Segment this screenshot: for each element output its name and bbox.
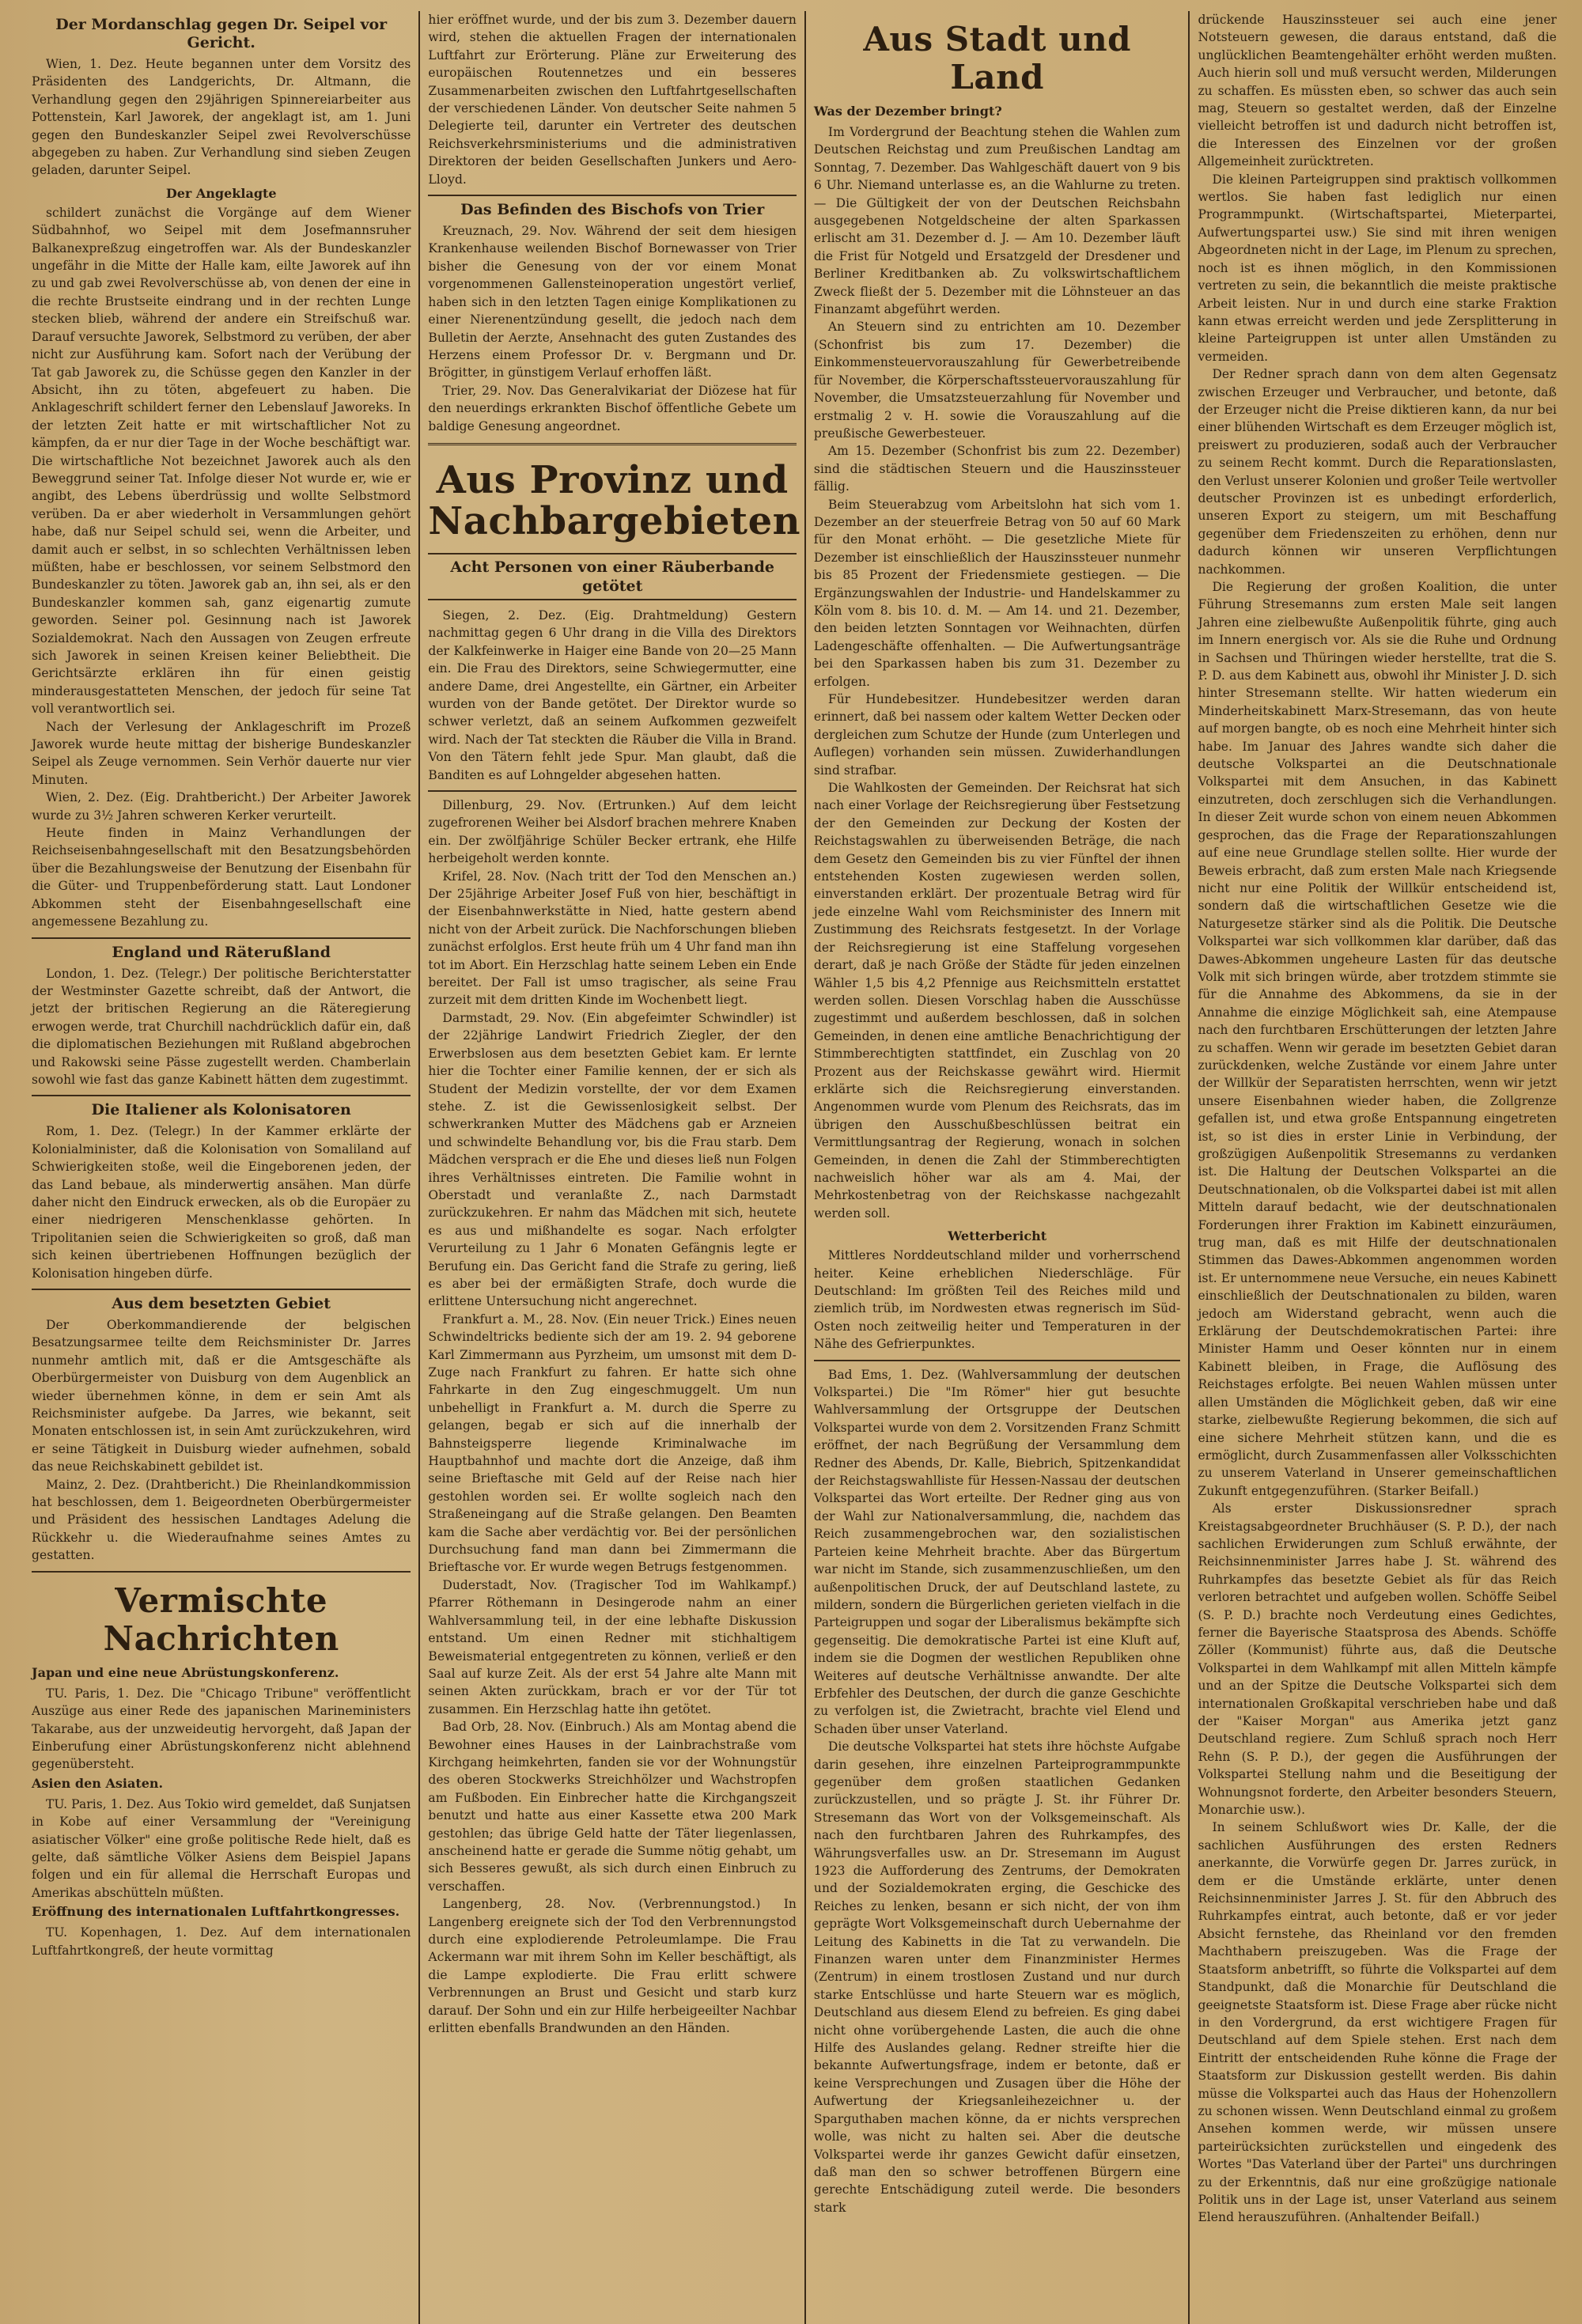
article-headline: Das Befinden des Bischofs von Trier [460, 201, 765, 219]
article-paragraph: Langenberg, 28. Nov. (Verbrennungstod.) In Langenberg ereignete sich der Tod den Verbrennungstod durch eine explodierende Petroleumlampe. Die Frau Ackermann war mit ihrem Sohn im Keller beschäftigt, als die Lampe explodierte. Die Frau erlitt schwere Verbrennungen an Brust und Gesicht und starb kurz darauf. Der Sohn und ein zur Hilfe herbeigeeilter Nachbar erlitten ebenfalls Brandwunden an den Händen. [428, 1897, 797, 2036]
double-divider [428, 443, 797, 445]
divider [32, 1289, 411, 1290]
section-heading: Vermischte Nachrichten [103, 1580, 339, 1658]
article-paragraph: TU. Paris, 1. Dez. Aus Tokio wird gemeldet, daß Sunjatsen in Kobe auf einer Versammlung der "Vereinigung asiatischer Völker" eine große politische Rede hielt, daß es gelte, daß sämtliche Völker Asiens dem Beispiel Japans folgen und ein für allemal die Herrschaft Europas und Amerikas abschütteln müßten. [32, 1796, 411, 1900]
divider [32, 1095, 411, 1096]
article-paragraph: Der Oberkommandierende der belgischen Besatzungsarmee teilte dem Reichsminister Dr. Jarres nunmehr amtlich mit, daß er die Amtsgeschäfte als Oberbürgermeister von Duisburg von dem Augenblick an wieder übernehmen könne, in dem er sein Amt als Reichsminister aufgebe. Da Jarres, wie bekannt, seit Monaten entschlossen ist, in sein Amt zurückzukehren, wird er seine Tätigkeit in Duisburg wieder aufnehmen, sobald das neue Reichskabinett gebildet ist. [32, 1318, 411, 1474]
article-paragraph: TU. Kopenhagen, 1. Dez. Auf dem internationalen Luftfahrtkongreß, der heute vormittag [32, 1925, 411, 1958]
column-3 [804, 11, 1189, 2324]
article-paragraph: Bad Orb, 28. Nov. (Einbruch.) Als am Montag abend die Bewohner eines Hauses in der Lainbrachstraße vom Kirchgang heimkehrten, fanden sie vor der Wohnungstür des oberen Stockwerks Streichhölzer und Wachstropfen am Fußboden. Ein Einbrecher hatte die Kirchgangszeit benutzt und hatte aus einer Kassette etwa 200 Mark gestohlen; das übrige Geld hatte der Täter liegenlassen, anscheinend hatte er gerade die Summe nötig gehabt, um sich Besseres gewußt, als sich durch einen Einbruch zu verschaffen. [428, 1720, 797, 1894]
divider [428, 790, 797, 792]
column-4 [1188, 11, 1565, 2324]
article-paragraph: Nach der Verlesung der Anklageschrift im Prozeß Jaworek wurde heute mittag der bisherige Bundeskanzler Seipel als Zeuge vernommen. Sein Verhör dauerte nur vier Minuten. [32, 719, 411, 787]
article-paragraph: Als erster Diskussionsredner sprach Kreistagsabgeordneter Bruchhäuser (S. P. D.), der nach sachlichen Erwiderungen zum Schluß erwähnte, der Reichsinnenminister Jarres habe J. St. während des Ruhrkampfes das besetzte Gebiet als für das Reich verloren betrachtet und aufgeben wollen. Schöffe Seibel (S. P. D.) brachte noch Verdeutung eines Gedichtes, ferner die Bayerische Staatsprosa des Abends. Schöffe Zöller (Kommunist) führte aus, daß die Deutsche Volkspartei in dem Wahlkampf mit allen Mitteln kämpfe und an der Spitze die Deutsche Volkspartei sich dem internationalen Großkapital verschrieben habe und daß der "Kaiser Morgan" aus Amerika jetzt ganz Deutschland regiere. Zum Schluß sprach noch Herr Rehn (S. P. D.), der gegen die Ausführungen der Volkspartei Stellung nahm und die Beseitigung der Wohnungsnot forderte, den Arbeiter besonders Steuern, Monarchie usw.). [1198, 1501, 1557, 1818]
article-paragraph: London, 1. Dez. (Telegr.) Der politische Berichterstatter der Westminster Gazette schreibt, daß der Antwort, die jetzt der britischen Regierung an die Räteregierung erwogen werde, trat Churchill nachdrücklich dafür ein, daß die diplomatischen Beziehungen mit Rußland abgebrochen und Rakowski seine Pässe zugestellt werden. Chamberlain sowohl wie fast das ganze Kabinett hätten dem zugestimmt. [32, 966, 411, 1087]
column-1 [24, 11, 418, 2324]
article-headline: Aus dem besetzten Gebiet [112, 1295, 331, 1312]
article-paragraph: Bad Ems, 1. Dez. (Wahlversammlung der deutschen Volkspartei.) Die "Im Römer" hier gut besuchte Wahlversammlung der Ortsgruppe der Deutschen Volkspartei wurde von dem 2. Vorsitzenden Franz Schmitt eröffnet, der nach Begrüßung der Versammlung dem Redner des Abends, Dr. Kalle, Biebrich, Spitzenkandidat der Reichstagswahlliste für Hessen-Nassau der deutschen Volkspartei das Wort erteilte. Der Redner ging aus von der Wahl zur Nationalversammlung, die, nachdem das Reich zusammengebrochen war, den sozialistischen Parteien keine Mehrheit brachte. Aber das Bürgertum war nicht im Stande, sich zusammenzuschließen, um den außenpolitischen Druck, der auf Deutschland lastete, zu mildern, sondern die Bürgerlichen gerieten vielfach in die Parteigruppen und sogar der Liberalismus bekämpfte sich gegenseitig. Die demokratische Partei ist eine Kluft auf, indem sie die Dogmen der westlichen Republiken ohne Weiteres auf deutsche Verhältnisse anwandte. Der alte Erbfehler des Deutschen, der durch die ganze Geschichte zu verfolgen ist, die Zwietracht, brachte viel Elend und Schaden über unser Vaterland. [813, 1367, 1181, 1736]
divider [32, 1571, 411, 1573]
section-heading: Aus Stadt und Land [863, 20, 1132, 97]
article-paragraph: Rom, 1. Dez. (Telegr.) In der Kammer erklärte der Kolonialminister, daß die Kolonisation von Somaliland auf Schwierigkeiten stoße, weil die Eingeborenen jeden, der das Land bebaue, als minderwertig ansähen. Man dürfe daher nicht den Eindruck erwecken, als ob die Europäer zu einer niedrigeren Menschenklasse gehörten. In Tripolitanien seien die Schwierigkeiten so groß, daß man sich keinen übertriebenen Hoffnungen bezüglich der Kolonisation hingeben dürfe. [32, 1124, 411, 1281]
article-paragraph: Wien, 1. Dez. Heute begannen unter dem Vorsitz des Präsidenten des Landgerichts, Dr. Altmann, die Verhandlung gegen den 29jährigen Spinnereiarbeiter aus Pottenstein, Karl Jaworek, der angeklagt ist, am 1. Juni gegen den Bundeskanzler Seipel zwei Revolverschüsse abgegeben zu haben. Zur Verhandlung sind sieben Zeugen geladen, darunter Seipel. [32, 57, 411, 178]
article-paragraph: hier eröffnet wurde, und der bis zum 3. Dezember dauern wird, stehen die aktuellen Fragen der internationalen Luftfahrt zur Erörterung. Pläne zur Erweiterung des europäischen Routennetzes und ein besseres Zusammenarbeiten zwischen den Luftfahrtgesellschaften der verschiedenen Länder. Von deutscher Seite nahmen 5 Delegierte teil, darunter ein Vertreter des deutschen Reichsverkehrsministeriums und die administrativen Direktoren der beiden Gesellschaften Junkers und Aero-Lloyd. [428, 13, 797, 187]
article-paragraph: In seinem Schlußwort wies Dr. Kalle, der die sachlichen Ausführungen des ersten Redners anerkannte, die Vorwürfe gegen Dr. Jarres zurück, in dem er die Umstände erklärte, unter denen Reichsinnenminister Jarres J. St. für den Abbruch des Ruhrkampfes eintrat, auch betonte, daß er vor jeder Absicht fernstehe, das Rheinland vor den fremden Machthabern preiszugeben. Was die Frage der Staatsform anbetrifft, so führte die Volkspartei auf dem Standpunkt, daß die Monarchie für Deutschland die geeignetste Staatsform ist. Diese Frage aber rücke nicht in den Vordergrund, da erst wichtigere Fragen für Deutschland auf dem Spiele stehen. Erst nach dem Eintritt der entscheidenden Ruhe könne die Frage der Staatsform zur Diskussion gestellt werden. Bis dahin müsse die Volkspartei auch das Haus der Hohenzollern zu schonen wissen. Wenn Deutschland einmal zu großem Ansehen kommen werde, wir müssen unsere parteirücksichten zurückstellen und eingedenk des Wortes "Das Vaterland über der Partei" uns durchringen zu der Erkenntnis, daß nur eine großzügige nationale Politik uns in der Lage ist, unser Vaterland aus seinem Elend herauszuführen. (Anhaltender Beifall.) [1198, 1820, 1557, 2225]
article-paragraph: Der Redner sprach dann von dem alten Gegensatz zwischen Erzeuger und Verbraucher, und betonte, daß der Erzeuger nicht die Preise diktieren kann, da nur bei einer blühenden Wirtschaft es dem Erzeuger möglich ist, preiswert zu produzieren, sodaß auch der Verbraucher zu seinem Recht kommt. Durch die Reparationslasten, den Verlust unserer Kolonien und großer Teile wertvoller deutscher Provinzen ist es unbedingt erforderlich, unseren Export zu steigern, um mit Beschaffung gegenüber dem Friedenszeiten zu erhöhen, denn nur dadurch können wir unseren Verpflichtungen nachkommen. [1198, 367, 1557, 577]
article-paragraph: schildert zunächst die Vorgänge auf dem Wiener Südbahnhof, wo Seipel mit dem Josefmannsruher Balkanexpreßzug eingetroffen war. Als der Bundeskanzler ungefähr in die Mitte der Halle kam, eilte Jaworek auf ihn zu und gab zwei Revolverschüsse ab, von denen der eine in die rechte Brustseite eindrang und in der rechten Lunge stecken blieb, während der andere ein Streifschuß war. Darauf versuchte Jaworek, Selbstmord zu verüben, der aber nicht zur Ausführung kam. Sofort nach der Verübung der Tat gab Jaworek zu, die Schüsse gegen den Kanzler in der Absicht, ihn zu töten, abgefeuert zu haben. Die Anklageschrift schildert ferner den Lebenslauf Jaworeks. In der letzten Zeit hatte er mit wirtschaftlicher Not zu kämpfen, da er nur dier Tage in der Woche beschäftigt war. Die wirtschaftliche Not bezeichnet Jaworek auch als den Beweggrund seiner Tat. Infolge dieser Not wurde er, wie er angibt, des Lebens überdrüssig und wollte Selbstmord verüben. Da er aber wiederholt in Versammlungen gehört habe, daß nur Seipel schuld sei, wenn die Arbeiter, und damit auch er selbst, in so schlechten Verhältnissen leben müßten, habe er beschlossen, vor seinem Selbstmord den Bundeskanzler zu töten. Jaworek gab an, ihn sei, als er den Bundeskanzler kommen sah, ganz eigenartig zumute geworden. Seiner pol. Gesinnung nach ist Jaworek Sozialdemokrat. Nach den Aussagen von Zeugen erfreute sich Jaworek in seinen Kreisen keiner Beliebtheit. Die Gerichtsärzte erklären ihn für einen geistig minderausgestatteten Menschen, der jedoch für seine Tat voll verantwortlich sei. [32, 205, 411, 717]
article-paragraph: Für Hundebesitzer. Hundebesitzer werden daran erinnert, daß bei nassem oder kaltem Wetter Decken oder dergleichen zum Schutze der Hunde (zum Unterlegen und Auflegen) vorhanden sein müssen. Zuwiderhandlungen sind strafbar. [813, 692, 1181, 778]
article-paragraph: Am 15. Dezember (Schonfrist bis zum 22. Dezember) sind die städtischen Steuern und die Hauszinssteuer fällig. [813, 444, 1181, 494]
article-paragraph: Im Vordergrund der Beachtung stehen die Wahlen zum Deutschen Reichstag und zum Preußischen Landtag am Sonntag, 7. Dezember. Das Wahlgeschäft dauert von 9 bis 6 Uhr. Niemand unterlasse es, an die Wahlurne zu treten. — Die Gültigkeit der von der Deutschen Reichsbahn ausgegebenen Notgeldscheine der alten Sparkassen erlischt am 31. Dezember d. J. — Am 10. Dezember läuft die Frist für Notgeld und Ersatzgeld der Dresdener und Berliner Kreditbanken ab. Zu volkswirtschaftlichem Zweck fließt der 5. Dezember mit die Löhnsteuer an das Finanzamt abgeführt werden. [813, 125, 1181, 317]
column-2 [418, 11, 804, 2324]
sub-headline: Was der Dezember bringt? [813, 104, 1002, 119]
article-paragraph: Kreuznach, 29. Nov. Während der seit dem hiesigen Krankenhause weilenden Bischof Bornewasser von Trier bisher die Genesung von der vor einem Monat vorgenommenen Gallensteinoperation ungestört verlief, haben sich in den letzten Tagen einige Komplikationen zu einer Nierenentzündung gesellt, die jedoch nach dem Bulletin der Aerzte, Ansehnacht des guten Zustandes des Herzens einem Professor Dr. v. Bergmann und Dr. Brögitter, in günstigem Verlauf erhoffen läßt. [428, 224, 797, 380]
article-paragraph: An Steuern sind zu entrichten am 10. Dezember (Schonfrist bis zum 17. Dezember) die Einkommensteuervorauszahlung für Gewerbetreibende für November, die Körperschaftssteuervorauszahlung für November, die Umsatzsteuerzahlung für November und erstmalig 2 v. H. sowie die Vorauszahlung auf die preußische Gewerbesteuer. [813, 320, 1181, 441]
article-paragraph: drückende Hauszinssteuer sei auch eine jener Notsteuern gewesen, die daraus entstand, daß die unglücklichen Beamtengehälter erhöht werden mußten. Auch hierin soll und muß versucht werden, Milderungen zu schaffen. Es müssten eben, so schwer das auch sein mag, Steuern so gestaltet werden, daß der Einzelne vielleicht betroffen ist und dadurch nicht betroffen ist, die Interessen des Einzelnen vor der großen Allgemeinheit zurücktreten. [1198, 13, 1557, 169]
article-paragraph: Die kleinen Parteigruppen sind praktisch vollkommen wertlos. Sie haben fast lediglich nur einen Programmpunkt. (Wirtschaftspartei, Mieterpartei, Aufwertungspartei usw.) Sie sind mit ihren wenigen Abgeordneten nicht in der Lage, im Plenum zu sprechen, noch ist es ihnen möglich, in den Kommissionen vertreten zu sein, die bekanntlich die meiste praktische Arbeit leisten. Nur in und durch eine starke Fraktion kann etwas erreicht werden und jede Zersplitterung in kleine Parteigruppen ist unter allen Umständen zu vermeiden. [1198, 172, 1557, 364]
sub-headline: Eröffnung des internationalen Luftfahrtkongresses. [32, 1904, 400, 1920]
article-paragraph: Duderstadt, Nov. (Tragischer Tod im Wahlkampf.) Pfarrer Röthemann in Desingerode nahm an einer Wahlversammlung teil, in der eine lebhafte Diskussion entstand. Um einen Redner mit stichhaltigem Beweismaterial entgegentreten zu können, verließ er den Saal auf kurze Zeit. Als der erst 54 Jahre alte Mann mit seinen Akten zurückkam, brach er vor der Tür tot zusammen. Ein Herzschlag hatte ihn getötet. [428, 1577, 797, 1717]
article-paragraph: Dillenburg, 29. Nov. (Ertrunken.) Auf dem leicht zugefrorenen Weiher bei Alsdorf brachen mehrere Knaben ein. Der zwölfjährige Schüler Becker ertrank, ehe Hilfe herbeigeholt werden konnte. [428, 798, 797, 866]
article-paragraph: Darmstadt, 29. Nov. (Ein abgefeimter Schwindler) ist der 22jährige Landwirt Friedrich Ziegler, der den Erwerbslosen aus dem besetzten Gebiet kam. Er lernte hier die Tochter einer Familie kennen, der er sich als Student der Medizin vorstellte, der vor dem Examen stehe. Z. ist die Gewissenlosigkeit selbst. Der schwerkranken Mutter des Mädchens gab er Arzneien und schwindelte Behandlung vor, bis die Frau starb. Dem Mädchen versprach er die Ehe und dieses ließ nun Folgen ihres Verhältnisses eintreten. Die Familie wohnt in Oberstadt und veranlaßte Z., nach Darmstadt zurückzukehren. Er nahm das Mädchen mit sich, heutete es aus und mißhandelte es sogar. Nach erfolgter Verurteilung zu 1 Jahr 6 Monaten Gefängnis legte er Berufung ein. Das Gericht fand die Strafe zu gering, ließ es aber bei der ermäßigten Strafe, doch wurde die erlittene Untersuchung nicht angerechnet. [428, 1010, 797, 1309]
article-headline: Die Italiener als Kolonisatoren [91, 1101, 351, 1119]
article-paragraph: TU. Paris, 1. Dez. Die "Chicago Tribune" veröffentlicht Auszüge aus einer Rede des japanischen Marineministers Takarabe, aus der unzweideutig hervorgeht, daß Japan der Einberufung einer Abrüstungskonferenz nicht ablehnend gegenübersteht. [32, 1686, 411, 1772]
article-headline: Der Mordanschlag gegen Dr. Seipel vor Gericht. [55, 16, 388, 51]
article-paragraph: Trier, 29. Nov. Das Generalvikariat der Diözese hat für den neuerdings erkrankten Bischof öffentliche Gebete um baldige Genesung angeordnet. [428, 383, 797, 433]
sub-headline: Asien den Asiaten. [32, 1775, 164, 1791]
article-paragraph: Wien, 2. Dez. (Eig. Drahtbericht.) Der Arbeiter Jaworek wurde zu 3½ Jahren schweren Kerker verurteilt. [32, 790, 411, 823]
article-paragraph: Krifel, 28. Nov. (Nach tritt der Tod den Menschen an.) Der 25jährige Arbeiter Josef Fuß von hier, beschäftigt in der Eisenbahnwerkstätte in Nied, hatte gestern abend nicht von der Arbeit zurück. Die Nachforschungen blieben zunächst erfolglos. Erst heute früh um 4 Uhr fand man ihn tot im Abort. Ein Herzschlag hatte seinem Leben ein Ende bereitet. Der Fall ist umso tragischer, als seine Frau zurzeit mit dem dritten Kinde im Wochenbett liegt. [428, 869, 797, 1008]
divider [32, 937, 411, 939]
inline-heading: Wetterbericht [948, 1228, 1047, 1244]
article-paragraph: Mittleres Norddeutschland milder und vorherrschend heiter. Keine erheblichen Niederschläge. Für Deutschland: Im größten Teil des Reiches mild und ziemlich trüb, im Nordwesten etwas regnerisch im Süd-Osten noch zeitweilig heiter und Temperaturen in der Nähe des Gefrierpunktes. [813, 1248, 1181, 1352]
section-heading: Aus Provinz und Nachbargebieten [428, 457, 801, 543]
article-paragraph: Die deutsche Volkspartei hat stets ihre höchste Aufgabe darin gesehen, ihre einzelnen Parteiprogrammpunkte gegenüber dem großen staatlichen Gedanken zurückzustellen, und so prägte J. St. ihr Führer Dr. Stresemann das Wort von der Volksgemeinschaft. Als nach den furchtbaren Jahren des Ruhrkampfes, des Währungsverfalles usw. an Dr. Stresemann im August 1923 die Aufforderung des Zentrums, der Demokraten und der Sozialdemokraten erging, die Geschicke des Reiches zu lenken, besann er sich nicht, der von ihm geprägte Wort Volksgemeinschaft durch Uebernahme der Leitung des Kabinetts in die Tat zu verwandeln. Die Finanzen waren unter dem Finanzminister Hermes (Zentrum) in einem trostlosen Zustand und nur durch starke Entschlüsse und harte Steuern war es möglich, Deutschland aus diesem Elend zu befreien. Es ging dabei nicht ohne vorübergehende Lasten, die auch die ohne Hilfe des Auslandes gelang. Redner streifte hier die bekannte Aufwertungsfrage, indem er betonte, daß er keine Versprechungen und Zusagen über die Höhe der Aufwertung der Kriegsanleihezeichner u. der Sparguthaben machen könne, da er nichts versprechen wolle, was nicht zu halten sei. Aber die deutsche Volkspartei werde ihr ganzes Gewicht dafür einsetzen, daß man den so schwer betroffenen Bürgern eine gerechte Entschädigung zuteil werde. Die besonders stark [813, 1739, 1181, 2215]
article-headline: England und Räterußland [112, 943, 331, 961]
article-paragraph: Beim Steuerabzug vom Arbeitslohn hat sich vom 1. Dezember an der steuerfreie Betrag von 50 auf 60 Mark für den Monat erhöht. — Die gesetzliche Miete für Dezember ist einschließlich der Hauszinssteuer nunmehr bis 85 Prozent der Friedensmiete gestiegen. — Die Ergänzungswahlen der Industrie- und Handelskammer zu Köln vom 8. bis 10. d. M. — Am 14. und 21. Dezember, den beiden letzten Sonntagen vor Weihnachten, dürfen Ladengeschäfte offenhalten. — Die Aufwertungsanträge bei den Sparkassen haben bis zum 31. Dezember zu erfolgen. [813, 497, 1181, 689]
article-paragraph: Siegen, 2. Dez. (Eig. Drahtmeldung) Gestern nachmittag gegen 6 Uhr drang in die Villa des Direktors der Kalkfeinwerke in Haiger eine Bande von 20—25 Mann ein. Die Frau des Direktors, seine Schwiegermutter, eine andere Dame, drei Angestellte, ein Gärtner, ein Arbeiter wurden von der Bande getötet. Der Direktor wurde so schwer verletzt, daß an seinem Aufkommen gezweifelt wird. Nach der Tat steckten die Räuber die Villa in Brand. Von den Tätern fehlt jede Spur. Man glaubt, daß die Banditen es auf Lohngelder abgesehen hatten. [428, 607, 797, 782]
article-paragraph: Frankfurt a. M., 28. Nov. (Ein neuer Trick.) Eines neuen Schwindeltricks bediente sich der am 19. 2. 94 geborene Karl Zimmermann aus Pyrzheim, um umsonst mit dem D-Zuge nach Frankfurt zu fahren. Er hatte sich ohne Fahrkarte in den Zug eingeschmuggelt. Um nun unbehelligt in Frankfurt a. M. durch die Sperre zu gelangen, begab er sich auf die innerhalb der Bahnsteigsperre liegende Kriminalwache im Hauptbahnhof und machte dort die Anzeige, daß ihm seine Brieftasche mit Geld auf der Reise nach hier gestohlen worden sei. Er wollte sogleich nach den Straßeneingang auf die Straße gelangen. Den Beamten kam die Sache aber verdächtig vor. Bei der persönlichen Durchsuchung fand man dann bei Zimmermann die Brieftasche vor. Er wurde wegen Betrugs festgenommen. [428, 1312, 797, 1575]
divider [428, 195, 797, 196]
divider [814, 1360, 1181, 1361]
article-paragraph: Die Wahlkosten der Gemeinden. Der Reichsrat hat sich nach einer Vorlage der Reichsregierung über Festsetzung der den Gemeinden zur Deckung der Kosten der Reichstagswahlen zu überweisenden Beträge, die nach dem Gesetz den Gemeinden bis zu vier Fünftel der ihnen entstehenden Kosten zugewiesen werden sollen, einverstanden erklärt. Der prozentuale Betrag wird für jede einzelne Wahl vom Reichsminister des Innern mit Zustimmung des Reichsrats festgesetzt. In der Vorlage der Reichsregierung ist eine Staffelung vorgesehen derart, daß je nach Größe der Städte für jeden einzelnen Wähler 1,5 bis 4,2 Pfennige aus Reichsmitteln erstattet werden sollen. Diesen Vorschlag haben die Ausschüsse zugestimmt und außerdem beschlossen, daß in solchen Gemeinden, in denen eine amtliche Benachrichtigung der Stimmberechtigten stattfindet, ein Zuschlag von 20 Prozent aus der Reichskasse gewährt wird. Hiermit erklärte sich die Reichsregierung einverstanden. Angenommen wurde vom Plenum des Reichsrats, das im übrigen den Ausschußbeschlüssen beitrat ein Vermittlungsantrag der Regierung, wonach in solchen Gemeinden, in denen die Zahl der Stimmberechtigten nachweislich höher war als am 4. Mai, der Mehrkostenbetrag von der Reichskasse nachgezahlt werden soll. [813, 781, 1181, 1221]
sub-headline: Japan und eine neue Abrüstungskonferenz. [32, 1664, 339, 1680]
inline-heading: Der Angeklagte [165, 185, 277, 201]
columns-container [24, 11, 1565, 2324]
boxed-headline: Acht Personen von einer Räuberbande getötet [428, 553, 797, 600]
article-paragraph: Die Regierung der großen Koalition, die unter Führung Stresemanns zum ersten Male seit langen Jahren eine zielbewußte Außenpolitik führte, ging auch im Innern energisch vor. Als sie die Ruhe und Ordnung in Sachsen und Thüringen wieder herstellte, trat die S. P. D. aus dem Kabinett aus, obwohl ihr Minister J. D. sich hinter Stresemann stellte. Wir hatten wiederum ein Minderheitskabinett Marx-Stresemann, das von heute auf morgen bangte, ob es noch eine Mehrheit hinter sich habe. Im Januar des Jahres wandte sich daher die deutsche Volkspartei an die Deutschnationale Volkspartei mit dem Ansuchen, in das Kabinett einzutreten, doch zerschlugen sich die Verhandlungen. In dieser Zeit wurde schon von einem neuen Abkommen gesprochen, das die Frage der Reparationszahlungen auf eine neue Grundlage stellen sollte. Hier wurde der Beweis erbracht, daß zum ersten Male nach Kriegsende nicht nur eine Politik der Willkür entscheidend ist, sondern daß die wirtschaftlichen Gesetze wie die Naturgesetze stärker sind als die Politik. Die Deutsche Volkspartei war sich vollkommen klar darüber, daß das Dawes-Abkommen ungeheure Lasten für das deutsche Volk mit sich bringen würde, aber trotzdem stimmte sie für die Annahme des Abkommens, da sie in der Annahme die einzige Möglichkeit sah, eine Atempause nach den furchtbaren Erschütterungen der letzten Jahre zu schaffen. Wenn wir gerade im besetzten Gebiet daran zurückdenken, welche Zustände vor einem Jahre unter der Willkür der Separatisten herrschten, wenn wir jetzt unsere Eisenbahnen wieder haben, die Zollgrenze gefallen ist, und etwa große Entspannung eingetreten ist, so ist dies in erster Linie in Verbindung, der großzügigen Außenpolitik Stresemanns zu verdanken ist. Die Haltung der Deutschen Volkspartei an die Deutschnationalen, ob die Volkspartei dabei ist mit allen Mitteln darauf bedacht, wie der deutschnationalen Forderungen ihrer Fraktion im Kabinett einzuräumen, trug man, daß es mit Hilfe der deutschnationalen Stimmen das Dawes-Abkommen angenommen worden ist. Er unternommene neue Versuche, ein neues Kabinett einschließlich der Deutschnationalen zu bilden, waren jedoch am Widerstand gebracht, wenn auch die Erklärung der Deutschdemokratischen Partei: ihre Minister Hamm und Oeser könnten nur in einem Kabinett bleiben, in Frage, die Auflösung des Reichstages erfolgte. Bei neuen Wahlen müssen unter allen Umständen die Möglichkeit geben, daß wir eine starke, zielbewußte Regierung bekommen, die sich auf eine sichere Mehrheit stützen kann, und die es ermöglicht, durch Zusammenfassen aller Volksschichten zu unserem Vaterland in Unserer gemeinschaftlichen Zukunft entgegenzuführen. (Starker Beifall.) [1198, 580, 1557, 1498]
article-paragraph: Mainz, 2. Dez. (Drahtbericht.) Die Rheinlandkommission hat beschlossen, dem 1. Beigeordneten Oberbürgermeister und Präsident des hessischen Landtages Adelung die Rückkehr u. die Wiederaufnahme seines Amtes zu gestatten. [32, 1477, 411, 1563]
article-paragraph: Heute finden in Mainz Verhandlungen der Reichseisenbahngesellschaft mit den Besatzungsbehörden über die Bezahlungsweise der Benutzung der Eisenbahn für die Güter- und Truppenbeförderung statt. Laut Londoner Abkommen steht der Eisenbahngesellschaft eine angemessene Bezahlung zu. [32, 826, 411, 929]
